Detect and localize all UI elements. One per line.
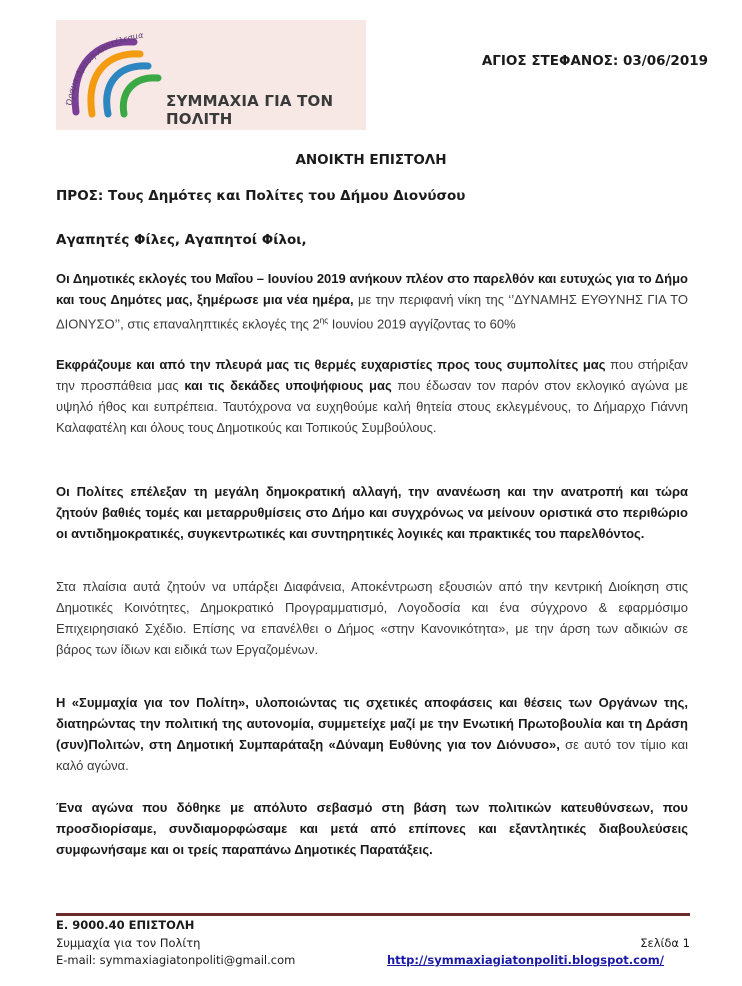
paragraph-1-text-b: Ιουνίου 2019 αγγίζοντας το 60%	[328, 316, 516, 332]
logo-name: ΣΥΜΜΑΧΙΑ ΓΙΑ ΤΟΝ ΠΟΛΙΤΗ	[166, 92, 334, 128]
paragraph-1-bold: Οι Δημοτικές εκλογές του Μαΐου – Ιουνίου 2019 ανήκουν πλέον στο παρελθόν και ευτυχώς για το Δήμο και τους Δημότες μας, ξημέρωσε μια νέα ημέρα,	[56, 271, 688, 307]
document-title: ΑΝΟΙΚΤΗ ΕΠΙΣΤΟΛΗ	[295, 152, 447, 168]
paragraph-6	[56, 797, 688, 860]
paragraph-1-text-a: με την περιφανή νίκη της ‘’ΔΥΝΑΜΗΣ ΕΥΘΥΝΗΣ ΓΙΑ ΤΟ ΔΙΟΝΥΣΟ’’, στις επαναληπτικές εκλογές της 2	[56, 292, 688, 332]
paragraph-5-bold: Η «Συμμαχία για τον Πολίτη», υλοποιώντας τις σχετικές αποφάσεις και θέσεις των Οργάνων της, διατηρώντας την πολιτική της αυτονομία, συμμετείχε μαζί με την Ενωτική Πρωτοβουλία και τη Δράση (συν)Πολιτών, στη Δημοτική Συμπαράταξη «Δύναμη Ευθύνης για τον Διόνυσο»,	[56, 695, 688, 752]
footer-org: Συμμαχία για τον Πολίτη	[56, 936, 201, 950]
logo	[56, 20, 366, 130]
greeting: Αγαπητές Φίλες, Αγαπητοί Φίλοι,	[56, 232, 307, 248]
paragraph-1	[56, 268, 688, 334]
footer-divider	[56, 913, 690, 916]
footer-page-number: Σελίδα 1	[640, 936, 690, 950]
paragraph-3-bold: Οι Πολίτες επέλεξαν τη μεγάλη δημοκρατική αλλαγή, την ανανέωση και την ανατροπή και τώρα ζητούν βαθιές τομές και μεταρρυθμίσεις στο Δήμο και συγχρόνως να μείνουν οριστικά στο περιθώριο οι αντιδημοκρατικές, συγκεντρωτικές και συντηρητικές λογικές και πρακτικές του παρελθόντος.	[56, 484, 688, 541]
footer-email: E-mail: symmaxiagiatonpoliti@gmail.com	[56, 953, 296, 967]
paragraph-1-sup: ης	[319, 316, 329, 325]
paragraph-2-text-2: που έδωσαν τον παρόν στον εκλογικό αγώνα με υψηλό ήθος και ευπρέπεια. Ταυτόχρονα να ευχηθούμε καλή θητεία στους εκλεγμένους, το Δήμαρχο Γιάννη Καλαφατέλη και όλους τους Δημοτικούς και Τοπικούς Συμβούλους.	[56, 378, 688, 435]
paragraph-4: Στα πλαίσια αυτά ζητούν να υπάρξει Διαφάνεια, Αποκέντρωση εξουσιών από την κεντρική Διοίκηση στις Δημοτικές Κοινότητες, Δημοκρατικό Προγραμματισμό, Λογοδοσία και ένα σύγχρονο & εφαρμόσιμο Επιχειρησιακό Σχέδιο. Επίσης να επανέλθει ο Δήμος «στην Κανονικότητα», με την άρση των αδικιών σε βάρος των ίδιων και ειδικά των Εργαζομένων.	[56, 579, 688, 657]
footer-code: Ε. 9000.40 ΕΠΙΣΤΟΛΗ	[56, 918, 195, 932]
paragraph-2	[56, 354, 688, 438]
paragraph-6-bold: Ένα αγώνα που δόθηκε με απόλυτο σεβασμό στη βάση των πολιτικών κατευθύνσεων, που προσδιορίσαμε, συνδιαμορφώσαμε και μετά από επίπονες και εξαντλητικές διαβουλεύσεις συμφωνήσαμε και οι τρείς παραπάνω Δημοτικές Παρατάξεις.	[56, 800, 688, 857]
paragraph-3	[56, 481, 688, 544]
footer-blog-link[interactable]: http://symmaxiagiatonpoliti.blogspot.com/	[387, 953, 664, 967]
recipient-line: ΠΡΟΣ: Τους Δημότες και Πολίτες του Δήμου Διονύσου	[56, 188, 466, 204]
paragraph-2-text-1: που στήριξαν την προσπάθεια μας	[56, 357, 688, 393]
svg-text:Όραμα-Δράση-Αποτέλεσμα: Όραμα-Δράση-Αποτέλεσμα	[64, 30, 144, 107]
paragraph-2-bold-2: και τις δεκάδες υποψήφιους μας	[184, 378, 392, 393]
paragraph-5-text: σε αυτό τον τίμιο και καλό αγώνα.	[56, 737, 688, 773]
paragraph-5	[56, 692, 688, 776]
place-date: ΑΓΙΟΣ ΣΤΕΦΑΝΟΣ: 03/06/2019	[481, 53, 708, 69]
paragraph-2-bold-1: Εκφράζουμε και από την πλευρά μας τις θερμές ευχαριστίες προς τους συμπολίτες μας	[56, 357, 606, 372]
